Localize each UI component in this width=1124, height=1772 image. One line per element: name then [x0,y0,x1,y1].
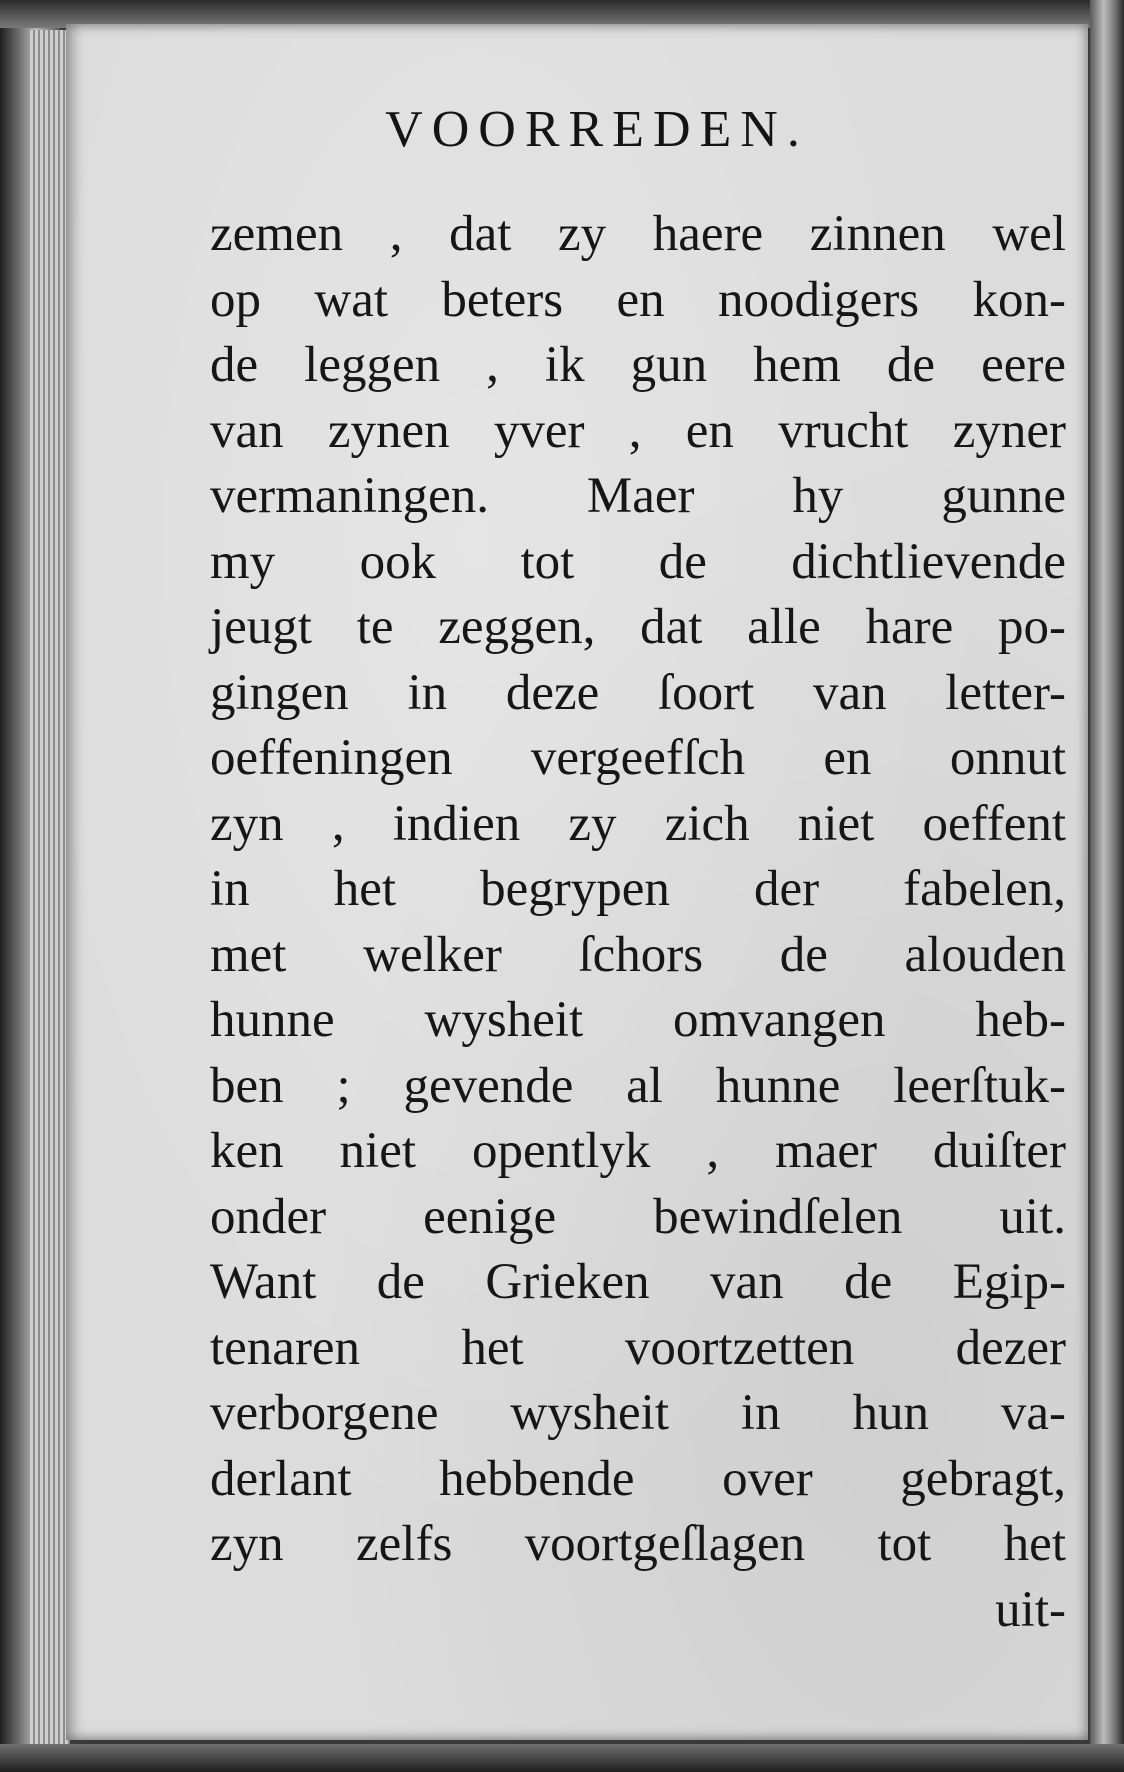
book-right-edge [1090,0,1124,1772]
book-bottom-edge [0,1744,1124,1772]
text-line: zyn , indien zy zich niet oeffent [210,795,1066,852]
catchword: uit- [995,1581,1066,1638]
text-line: zyn zelfs voortgeſlagen tot het [210,1516,1066,1572]
running-head: VOORREDEN. [385,101,809,158]
text-line: jeugt te zeggen, dat alle hare po- [210,599,1066,655]
text-line: gingen in deze ſoort van letter- [210,664,1066,721]
text-line: onder eenige bewindſelen uit. [210,1188,1066,1245]
text-line: in het begrypen der fabelen, [210,861,1066,917]
text-line: zemen , dat zy haere zinnen wel [210,206,1066,262]
text-line: tenaren het voortzetten dezer [210,1319,1066,1376]
text-line: hunne wysheit omvangen heb- [210,992,1066,1048]
body-text [210,202,1066,1643]
text-line: vermaningen. Maer hy gunne [210,468,1066,524]
text-line: van zynen yver , en vrucht zyner [210,402,1066,459]
text-line: oeffeningen vergeefſch en onnut [210,730,1066,786]
text-line: de leggen , ik gun hem de eere [210,337,1066,393]
text-line: op wat beters en noodigers kon- [210,271,1066,328]
page-edges-left [30,30,70,1750]
printed-page [66,24,1088,1740]
text-line: ken niet opentlyk , maer duiſter [210,1123,1066,1179]
text-line: Want de Grieken van de Egip- [210,1254,1066,1310]
text-line: my ook tot de dichtlievende [210,533,1066,590]
text-line: verborgene wysheit in hun va- [210,1385,1066,1441]
text-line: derlant hebbende over gebragt, [210,1450,1066,1507]
text-line: ben ; gevende al hunne leerſtuk- [210,1057,1066,1114]
text-line: met welker ſchors de alouden [210,926,1066,983]
